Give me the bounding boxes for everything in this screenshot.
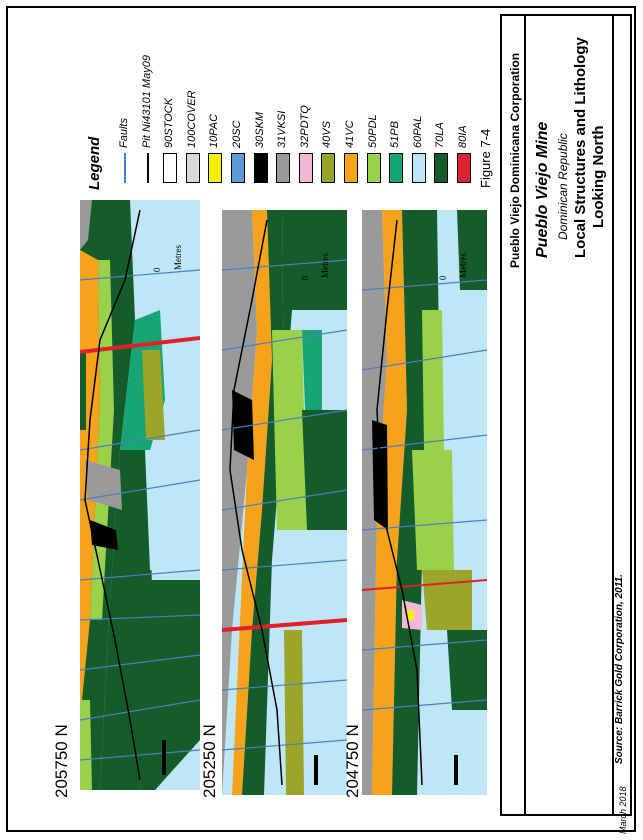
scale-ticks-2: 0	[300, 275, 310, 280]
legend-title: Legend	[86, 136, 103, 190]
legend-label: 32PDTQ	[298, 105, 311, 148]
legend-label: Pit Ni43101 May09	[140, 55, 153, 148]
figure-number: Figure 7-4	[478, 128, 493, 188]
date-note: March 2018	[618, 786, 628, 834]
legend-swatch	[389, 153, 403, 183]
legend-label: 51PB	[389, 121, 402, 148]
country-name: Dominican Republic	[556, 133, 570, 240]
legend-label: 60PAL	[411, 115, 424, 148]
legend-swatch	[299, 153, 313, 183]
legend-swatch	[321, 153, 335, 183]
legend-swatch	[163, 153, 177, 183]
figure-title-line1: Local Structures and Lithology	[572, 37, 589, 258]
legend-swatch	[124, 153, 126, 183]
legend-swatch	[276, 153, 290, 183]
company-name: Pueblo Viejo Dominicana Corporation	[508, 52, 522, 268]
section-panel-205250	[222, 210, 347, 795]
figure-title-line2: Looking North	[590, 125, 607, 228]
section-drawing-204750	[362, 210, 487, 795]
legend-label: 50PDL	[366, 114, 379, 148]
section-drawing-205750	[80, 200, 200, 790]
legend-label: 70LA	[434, 122, 447, 148]
section-label-205250: 205250 N	[200, 724, 219, 798]
legend-swatch	[254, 153, 268, 183]
section-label-205750: 205750 N	[52, 724, 71, 798]
section-panel-205750	[80, 200, 200, 790]
legend-label: 100COVER	[185, 90, 198, 148]
section-panel-204750	[362, 210, 487, 795]
legend-label: 30SKM	[253, 111, 266, 148]
legend-swatch	[147, 153, 149, 183]
scale-unit-3: Metres	[458, 253, 468, 278]
scale-unit-1: Metres	[173, 245, 183, 270]
legend-swatch	[434, 153, 448, 183]
legend-swatch	[208, 153, 222, 183]
scale-unit-2: Metres	[320, 253, 330, 278]
mine-name: Pueblo Viejo Mine	[534, 121, 551, 258]
scale-ticks-3: 0	[438, 275, 448, 280]
legend-label: 40VS	[321, 121, 334, 148]
legend-swatch	[457, 153, 471, 183]
legend-label: 31VKSI	[276, 110, 289, 148]
legend-label: 80IA	[457, 125, 469, 148]
legend-label: 20SC	[231, 120, 243, 148]
legend-label: 90STOCK	[163, 98, 176, 148]
legend-swatch	[344, 153, 358, 183]
legend-label: 10PAC	[208, 113, 221, 148]
legend-swatch	[412, 153, 426, 183]
legend-swatch	[231, 153, 245, 183]
legend-label: Faults	[118, 118, 130, 148]
source-note: Source: Barrick Gold Corporation, 2011.	[614, 574, 625, 764]
scale-ticks-1: 0	[152, 267, 162, 272]
section-label-204750: 204750 N	[343, 724, 362, 798]
section-drawing-205250	[222, 210, 347, 795]
legend-swatch	[367, 153, 381, 183]
legend-label: 41VC	[344, 120, 356, 148]
legend-swatch	[186, 153, 200, 183]
